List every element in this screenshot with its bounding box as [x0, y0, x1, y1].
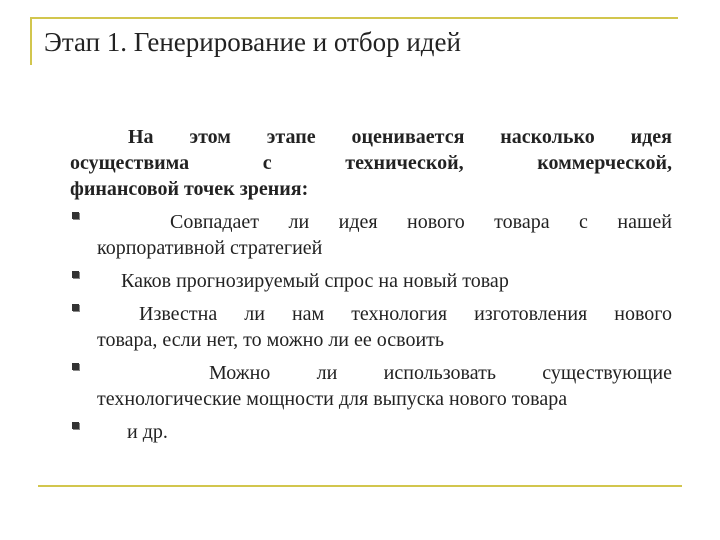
bullet-square-icon — [70, 412, 97, 438]
bullet-word: Известна — [139, 303, 218, 325]
slide-title: Этап 1. Генерирование и отбор идей — [44, 27, 461, 57]
bullet-item — [70, 294, 672, 327]
bullet-word: с — [579, 211, 588, 233]
bullet-continuation: технологические мощности для выпуска нового товара — [97, 388, 568, 410]
title-frame-left-rule — [30, 17, 32, 65]
bullet-item — [70, 412, 672, 445]
bullet-square-icon — [70, 294, 97, 320]
bullet-word: идея — [338, 211, 378, 233]
bullet-square-icon — [70, 202, 97, 228]
bullet-text: Каков прогнозируемый спрос на новый товар — [121, 270, 509, 292]
bullet-square-icon — [70, 353, 97, 379]
intro-line-3: финансовой точек зрения: — [70, 178, 309, 200]
intro-word: этапе — [266, 126, 316, 148]
bullet-word: нам — [291, 303, 325, 325]
intro-word: коммерческой, — [537, 152, 672, 174]
bullet-square-icon — [70, 261, 97, 287]
bullet-word: изготовления — [474, 303, 588, 325]
bullet-continuation: корпоративной стратегией — [97, 237, 323, 259]
intro-word: осуществима — [70, 152, 190, 174]
intro-word: насколько — [500, 126, 595, 148]
bullet-item — [70, 353, 672, 386]
intro-word: идея — [630, 126, 672, 148]
intro-word: этом — [189, 126, 231, 148]
bullet-word: Совпадает — [170, 211, 260, 233]
bullet-word: Можно — [209, 362, 271, 384]
bullet-word: использовать — [383, 362, 496, 384]
intro-word: с — [262, 152, 272, 174]
title-frame-top-rule — [30, 17, 678, 19]
bullet-item — [70, 261, 672, 294]
intro-line-2 — [70, 150, 672, 176]
bullet-word: нового — [614, 303, 672, 325]
bullet-text: и др. — [127, 421, 168, 443]
bullet-item — [70, 202, 672, 235]
slide-body — [70, 124, 672, 445]
bullet-word: ли — [316, 362, 338, 384]
bullet-continuation: товара, если нет, то можно ли ее освоить — [97, 329, 445, 351]
intro-line-1 — [70, 124, 672, 150]
bullet-word: товара — [494, 211, 550, 233]
footer-rule — [38, 485, 682, 487]
bullet-word: нашей — [617, 211, 672, 233]
bullet-word: ли — [244, 303, 265, 325]
intro-word: На — [128, 126, 154, 148]
bullet-word: нового — [407, 211, 465, 233]
intro-word: оценивается — [351, 126, 465, 148]
bullet-word: ли — [288, 211, 310, 233]
bullet-word: существующие — [542, 362, 672, 384]
bullet-word: технология — [351, 303, 448, 325]
intro-word: технической, — [345, 152, 464, 174]
